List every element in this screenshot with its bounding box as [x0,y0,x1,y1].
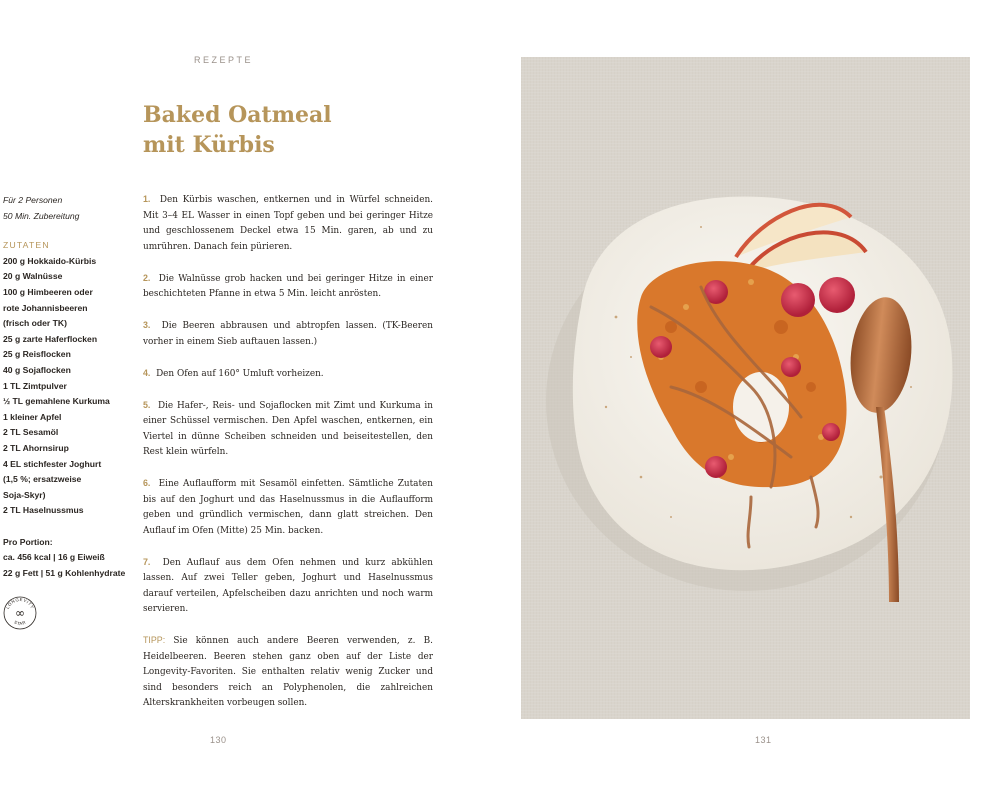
step-text: Die Hafer-, Reis- und Sojaflocken mit Zimt und Kurkuma in einer Schüssel vermischen. Den Apfel waschen, entkernen, ein Viertel in dünne Scheiben schneiden und beiseitestellen, den Rest klein würfeln. [143,400,433,457]
step-number: 5. [143,399,151,410]
raspberry [781,283,815,317]
raspberry [819,277,855,313]
instruction-step [143,318,433,350]
ingredient-item: (1,5 %; ersatzweise [3,474,82,485]
ingredient-item: 25 g Reisflocken [3,349,71,360]
step-text: Den Ofen auf 160° Umluft vorheizen. [156,368,324,379]
tip-label: TIPP: [143,635,166,645]
tip-text: Sie können auch andere Beeren verwenden, z. B. Heidelbeeren. Beeren stehen ganz oben auf der Liste der Longevity-Favoriten. Sie enthalten relativ wenig Zucker und sind besonders reich an Polyphenolen, die zahlreichen Alterskrankheiten vorbeugen sollen. [143,636,433,708]
ingredient-item: 2 TL Haselnussmus [3,505,84,516]
tip [143,633,433,712]
longevity-star-badge [3,596,37,630]
ingredient-item: rote Johannisbeeren [3,302,88,313]
ingredient-item: 40 g Sojaflocken [3,364,71,375]
nutrition-line-1: ca. 456 kcal | 16 g Eiweiß [3,552,105,563]
recipe-sidebar [3,193,133,582]
ingredient-item: 100 g Himbeeren oder [3,286,93,297]
instruction-step [143,555,433,618]
page-number-left: 130 [210,735,227,745]
recipe-title-line-2: mit Kürbis [143,132,275,158]
step-number: 1. [143,194,151,204]
nutrition-heading: Pro Portion: [3,536,53,547]
instruction-step [143,192,433,255]
instructions [143,192,433,727]
step-text: Den Kürbis waschen, entkernen und in Würfel schneiden. Mit 3–4 EL Wasser in einen Topf geben und bei geringer Hitze und geschlossenem Deckel etwa 15 Min. garen, ab und zu umrühren. Danach fein pürieren. [143,195,433,252]
step-text: Den Auflauf aus dem Ofen nehmen und kurz abkühlen lassen. Auf zwei Teller geben, Joghurt und Haselnussmus darauf verteilen, Apfelscheiben dazu anrichten und noch warm servieren. [143,557,433,614]
step-number: 7. [143,556,151,567]
step-number: 4. [143,367,151,378]
prep-time: 50 Min. Zubereitung [3,210,80,221]
ingredient-item: 25 g zarte Haferflocken [3,333,98,344]
instruction-step [143,398,433,461]
ingredients-list [3,254,133,519]
instruction-step [143,271,433,303]
ingredient-item: Soja-Skyr) [3,489,46,500]
ingredient-item: 4 EL stichfester Joghurt [3,458,102,469]
ingredient-item: 2 TL Sesamöl [3,427,59,438]
step-number: 3. [143,320,151,330]
page-number-right: 131 [755,735,772,745]
ingredient-item: 1 kleiner Apfel [3,411,62,422]
instruction-step [143,476,433,539]
step-number: 6. [143,478,151,488]
infinity-icon: ∞ [15,606,25,620]
ingredient-item: ½ TL gemahlene Kurkuma [3,396,110,407]
recipe-title-line-1: Baked Oatmeal [143,102,332,128]
food-photo [521,57,970,719]
ingredients-heading: ZUTATEN [3,240,50,251]
servings: Für 2 Personen [3,195,63,205]
badge-top-text: LONGEVITY [4,596,36,610]
step-list [143,192,433,618]
nutrition-line-2: 22 g Fett | 51 g Kohlenhydrate [3,568,126,579]
ingredient-item: 20 g Walnüsse [3,271,63,282]
ingredient-item: (frisch oder TK) [3,318,67,329]
step-text: Eine Auflaufform mit Sesamöl einfetten. Sämtliche Zutaten bis auf den Joghurt und das Haselnussmus in die Auflaufform geben und gründlich vermischen, dann glatt streichen. Den Auflauf im Ofen (Mitte) 25 Min. backen. [143,479,433,536]
ingredient-item: 1 TL Zimtpulver [3,380,67,391]
step-text: Die Walnüsse grob hacken und bei geringer Hitze in einer beschichteten Pfanne in etwa 5 Min. leicht anrösten. [143,273,433,299]
instruction-step [143,366,433,383]
badge-bottom-text: STAR [13,619,27,627]
ingredient-item: 2 TL Ahornsirup [3,442,69,453]
svg-text:STAR [13,619,27,626]
step-number: 2. [143,272,151,283]
ingredient-item: 200 g Hokkaido-Kürbis [3,255,97,266]
section-label: REZEPTE [194,55,254,65]
step-text: Die Beeren abbrausen und abtropfen lassen. (TK-Beeren vorher in einem Sieb auftauen lassen.) [143,321,433,347]
recipe-title [143,100,443,160]
